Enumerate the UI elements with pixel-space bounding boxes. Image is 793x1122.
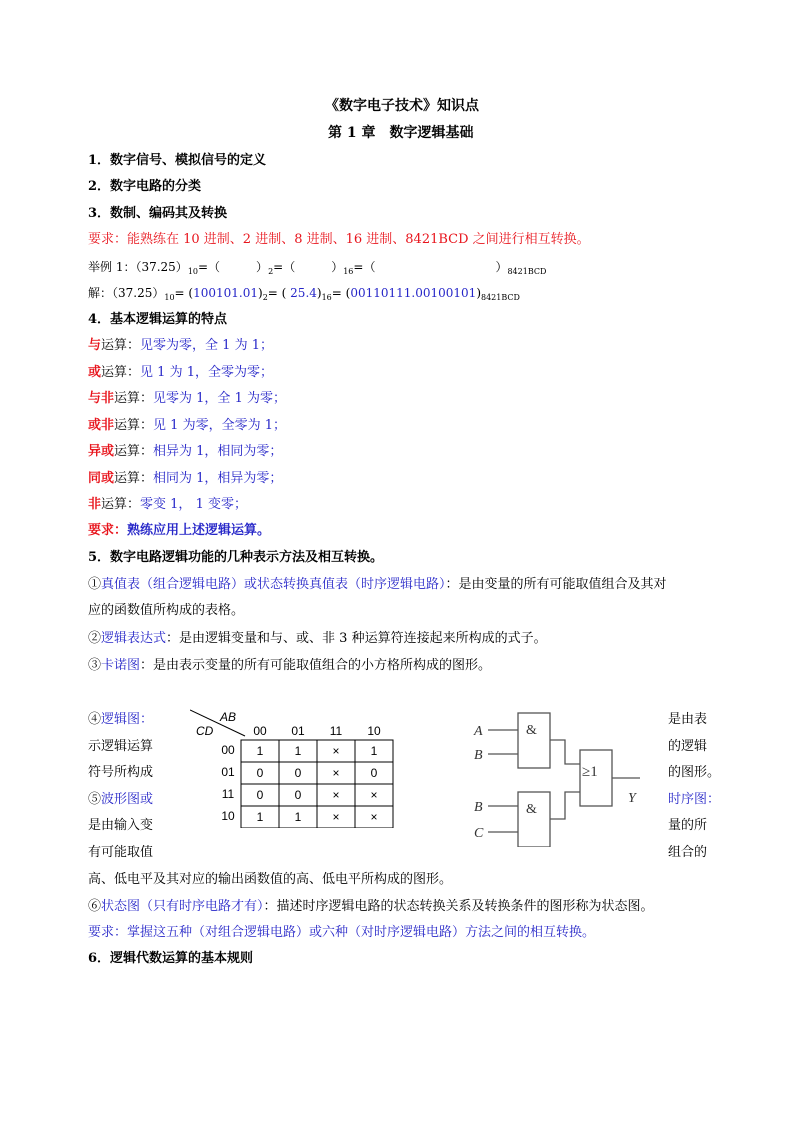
requirement-logic: 要求：熟练应用上述逻辑运算。 — [88, 523, 271, 538]
kmap-cell: 1 — [256, 810, 264, 824]
op-not: 非运算：零变 1， 1 变零； — [88, 497, 247, 512]
para-karnaugh: ③卡诺图：是由表示变量的所有可能取值组合的小方格所构成的图形。 — [88, 658, 492, 673]
para-expression: ②逻辑表达式：是由逻辑变量和与、或、非 3 种运算符连接起来所构成的式子。 — [88, 631, 547, 646]
and-symbol-bottom: & — [526, 802, 537, 817]
kmap-row-var: CD — [196, 724, 214, 738]
kmap-cell: × — [332, 766, 340, 780]
kmap-col-header: 00 — [253, 724, 267, 738]
kmap-row-header: 10 — [221, 809, 235, 823]
output-y-label: Y — [628, 791, 636, 806]
or-symbol: ≥1 — [582, 764, 598, 780]
kmap-cell: × — [370, 810, 378, 824]
kmap-row-header: 11 — [221, 787, 235, 801]
right-col-6: 组合的 — [668, 845, 708, 860]
and-symbol-top: & — [526, 723, 537, 738]
right-col-2: 的逻辑 — [668, 739, 708, 754]
right-col-5: 量的所 — [668, 818, 708, 833]
kmap-cell: × — [332, 788, 340, 802]
section-2-heading: 2．数字电路的分类 — [88, 179, 202, 194]
and-gate-bottom — [518, 792, 550, 847]
section-5-heading: 5．数字电路逻辑功能的几种表示方法及相互转换。 — [88, 550, 384, 565]
kmap-cell: × — [370, 788, 378, 802]
wire-and1-or — [550, 740, 580, 764]
left-col-5: 是由输入变 — [88, 818, 154, 833]
section-6-heading: 6．逻辑代数运算的基本规则 — [88, 951, 254, 966]
kmap-cell: 0 — [294, 788, 302, 802]
left-col-4: ⑤波形图或 — [88, 792, 154, 807]
kmap-cell: 0 — [256, 788, 264, 802]
doc-title: 《数字电子技术》知识点 — [325, 98, 479, 114]
kmap-col-header: 01 — [291, 724, 305, 738]
input-c-label: C — [474, 826, 484, 841]
left-col-2: 示逻辑运算 — [88, 739, 154, 754]
section-4-heading: 4．基本逻辑运算的特点 — [88, 312, 228, 327]
para-state-diagram: ⑥状态图（只有时序电路才有）：描述时序逻辑电路的状态转换关系及转换条件的图形称为状态图。 — [88, 899, 654, 914]
left-col-1: ④逻辑图： — [88, 712, 154, 727]
input-b-label: B — [474, 748, 483, 763]
left-col-6: 有可能取值 — [88, 845, 154, 860]
input-a-label: A — [474, 724, 483, 739]
kmap-cell: 1 — [294, 744, 302, 758]
op-xor: 异或运算：相异为 1，相同为零； — [88, 444, 283, 459]
kmap-cell: 1 — [294, 810, 302, 824]
kmap-col-header: 10 — [367, 724, 381, 738]
kmap-row-header: 01 — [221, 765, 235, 779]
op-nor: 或非运算：见 1 为零，全零为 1； — [88, 418, 286, 433]
para-truth-table: ①真值表（组合逻辑电路）或状态转换真值表（时序逻辑电路）：是由变量的所有可能取值组合及其对 — [88, 577, 667, 592]
kmap-row-header: 00 — [221, 743, 235, 757]
kmap-col-header: 11 — [329, 724, 343, 738]
kmap-cell: 1 — [256, 744, 264, 758]
section-3-heading: 3．数制、编码其及转换 — [88, 206, 228, 221]
solution-line: 解：$(37.25)_{10}= (100101.01)_2=$ ( $25.4)_{16}= (00110111.00100101)_{8421BCD}$ — [88, 286, 520, 302]
wire-and2-or — [550, 792, 580, 819]
right-col-3: 的图形。 — [668, 765, 721, 780]
chapter-heading: 第 1 章 数字逻辑基础 — [328, 125, 474, 141]
kmap-cell: 1 — [370, 744, 378, 758]
requirement-conversion: 要求：能熟练在 10 进制、2 进制、8 进制、16 进制、8421BCD 之间进行相互转换。 — [88, 232, 590, 247]
kmap-cell: 0 — [256, 766, 264, 780]
karnaugh-map — [190, 708, 400, 828]
input-b2-label: B — [474, 800, 483, 815]
right-col-1: 是由表 — [668, 712, 708, 727]
left-col-3: 符号所构成 — [88, 765, 154, 780]
kmap-col-var: AB — [220, 710, 237, 724]
op-xnor: 同或运算：相同为 1，相异为零； — [88, 471, 283, 486]
section-1-heading: 1．数字信号、模拟信号的定义 — [88, 153, 267, 168]
op-or: 或运算：见 1 为 1，全零为零； — [88, 365, 273, 380]
requirement-conversions: 要求：掌握这五种（对组合逻辑电路）或六种（对时序逻辑电路）方法之间的相互转换。 — [88, 925, 596, 940]
kmap-cell: 0 — [294, 766, 302, 780]
kmap-cell: 0 — [370, 766, 378, 780]
op-nand: 与非运算：见零为 1，全 1 为零； — [88, 391, 286, 406]
kmap-cell: × — [332, 810, 340, 824]
logic-gate-diagram — [468, 712, 648, 847]
right-col-4: 时序图： — [668, 792, 721, 807]
example-line: 举例 1：$(37.25)_{10}=$（ ）$_2=$（ ）$_{16}=$（ ）$_{8421BCD}$ — [88, 260, 547, 276]
para-truth-table-cont: 应的函数值所构成的表格。 — [88, 603, 245, 618]
para-waveform-cont: 高、低电平及其对应的输出函数值的高、低电平所构成的图形。 — [88, 872, 453, 887]
and-gate-top — [518, 713, 550, 768]
kmap-cell: × — [332, 744, 340, 758]
op-and: 与运算：见零为零，全 1 为 1； — [88, 338, 273, 353]
